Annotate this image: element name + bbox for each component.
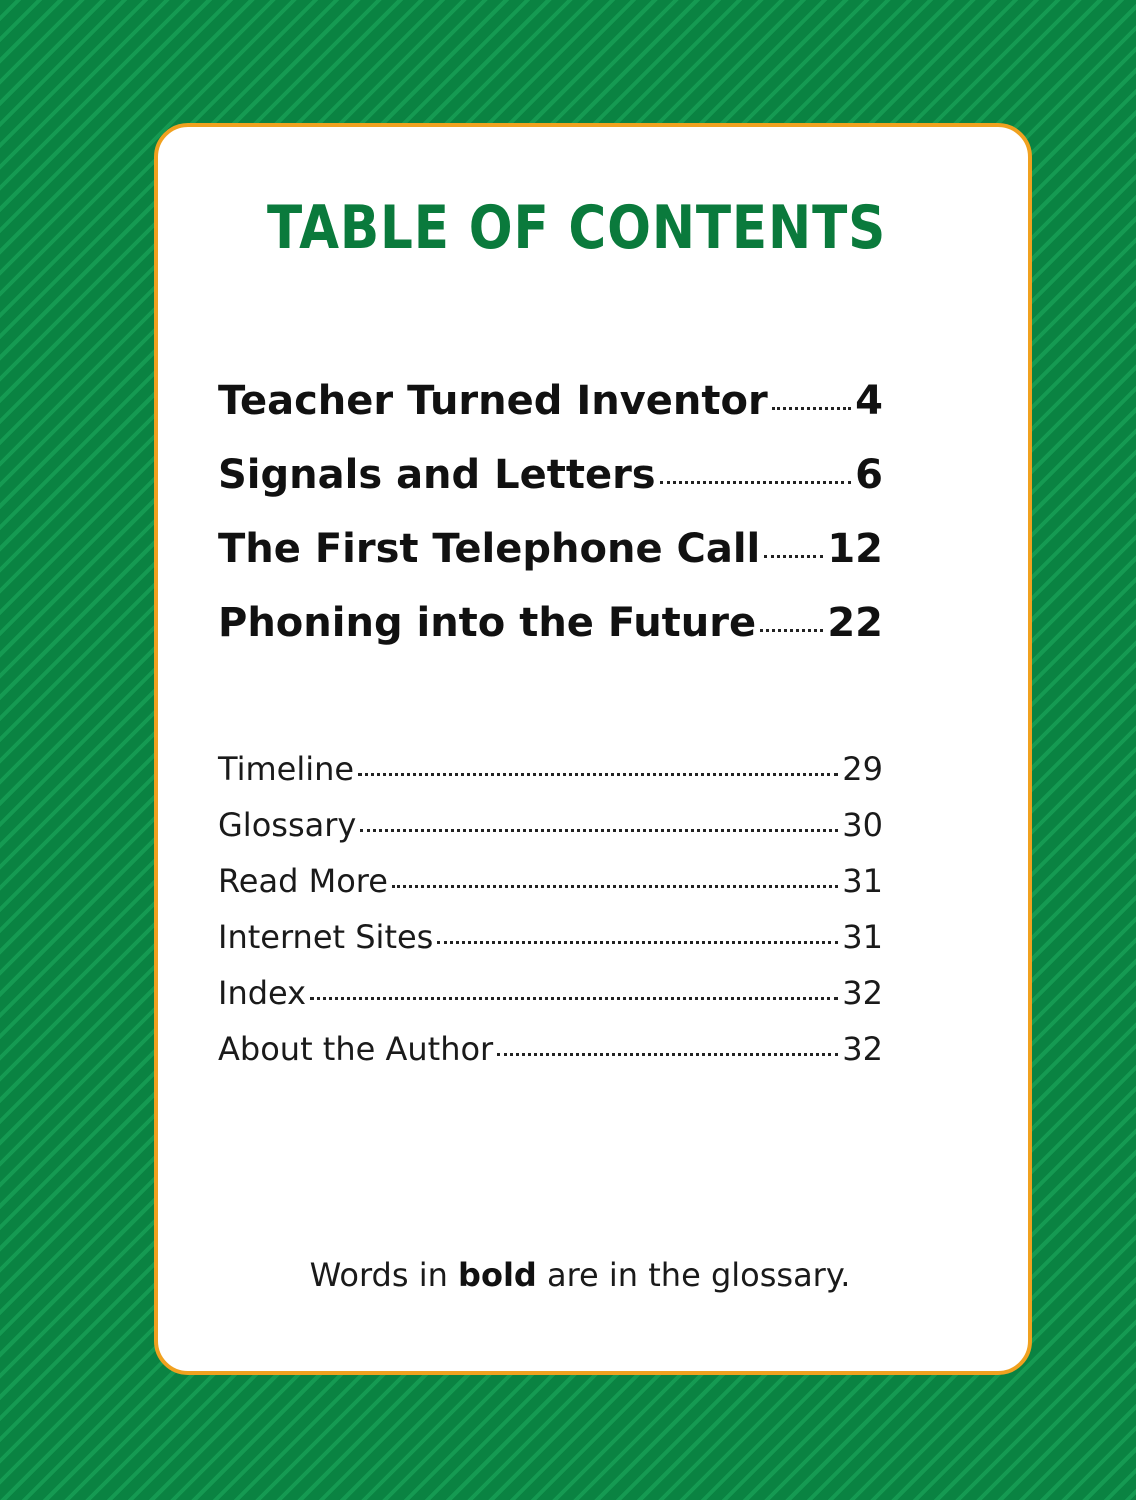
back-matter-title: Internet Sites bbox=[218, 918, 434, 956]
dot-leader bbox=[437, 941, 838, 944]
dot-leader bbox=[310, 997, 838, 1000]
back-matter-entry[interactable] bbox=[218, 862, 883, 918]
contents-card bbox=[154, 123, 1032, 1375]
back-matter-entry[interactable] bbox=[218, 1030, 883, 1086]
back-matter-list bbox=[218, 750, 883, 1086]
glossary-note-before: Words in bbox=[309, 1256, 459, 1294]
back-matter-page-number: 32 bbox=[842, 1030, 883, 1068]
back-matter-page-number: 32 bbox=[842, 974, 883, 1012]
page-title: TABLE OF CONTENTS bbox=[267, 193, 887, 263]
dot-leader bbox=[497, 1053, 838, 1056]
back-matter-title: Glossary bbox=[218, 806, 357, 844]
chapter-entry[interactable] bbox=[218, 600, 883, 674]
chapter-page-number: 12 bbox=[827, 526, 883, 572]
dot-leader bbox=[392, 885, 838, 888]
chapter-page-number: 22 bbox=[827, 600, 883, 646]
chapter-entry[interactable] bbox=[218, 452, 883, 526]
dot-leader bbox=[772, 407, 851, 410]
back-matter-page-number: 29 bbox=[842, 750, 883, 788]
chapter-title: The First Telephone Call bbox=[218, 526, 761, 572]
back-matter-entry[interactable] bbox=[218, 918, 883, 974]
glossary-note-after: are in the glossary. bbox=[536, 1256, 851, 1294]
dot-leader bbox=[660, 481, 852, 484]
dot-leader bbox=[760, 629, 823, 632]
back-matter-page-number: 30 bbox=[842, 806, 883, 844]
back-matter-entry[interactable] bbox=[218, 806, 883, 862]
back-matter-title: Index bbox=[218, 974, 307, 1012]
chapter-entry[interactable] bbox=[218, 526, 883, 600]
chapter-title: Teacher Turned Inventor bbox=[218, 378, 768, 424]
dot-leader bbox=[360, 829, 838, 832]
back-matter-entry[interactable] bbox=[218, 750, 883, 806]
dot-leader bbox=[764, 555, 823, 558]
back-matter-title: About the Author bbox=[218, 1030, 494, 1068]
back-matter-title: Timeline bbox=[218, 750, 355, 788]
chapter-page-number: 6 bbox=[855, 452, 883, 498]
back-matter-page-number: 31 bbox=[842, 918, 883, 956]
glossary-note-bold: bold bbox=[458, 1256, 537, 1294]
back-matter-page-number: 31 bbox=[842, 862, 883, 900]
chapter-title: Phoning into the Future bbox=[218, 600, 757, 646]
chapter-title: Signals and Letters bbox=[218, 452, 656, 498]
back-matter-title: Read More bbox=[218, 862, 388, 900]
chapter-entry[interactable] bbox=[218, 378, 883, 452]
glossary-note bbox=[0, 1256, 1136, 1294]
back-matter-entry[interactable] bbox=[218, 974, 883, 1030]
chapter-list bbox=[218, 378, 883, 674]
dot-leader bbox=[358, 773, 838, 776]
chapter-page-number: 4 bbox=[855, 378, 883, 424]
